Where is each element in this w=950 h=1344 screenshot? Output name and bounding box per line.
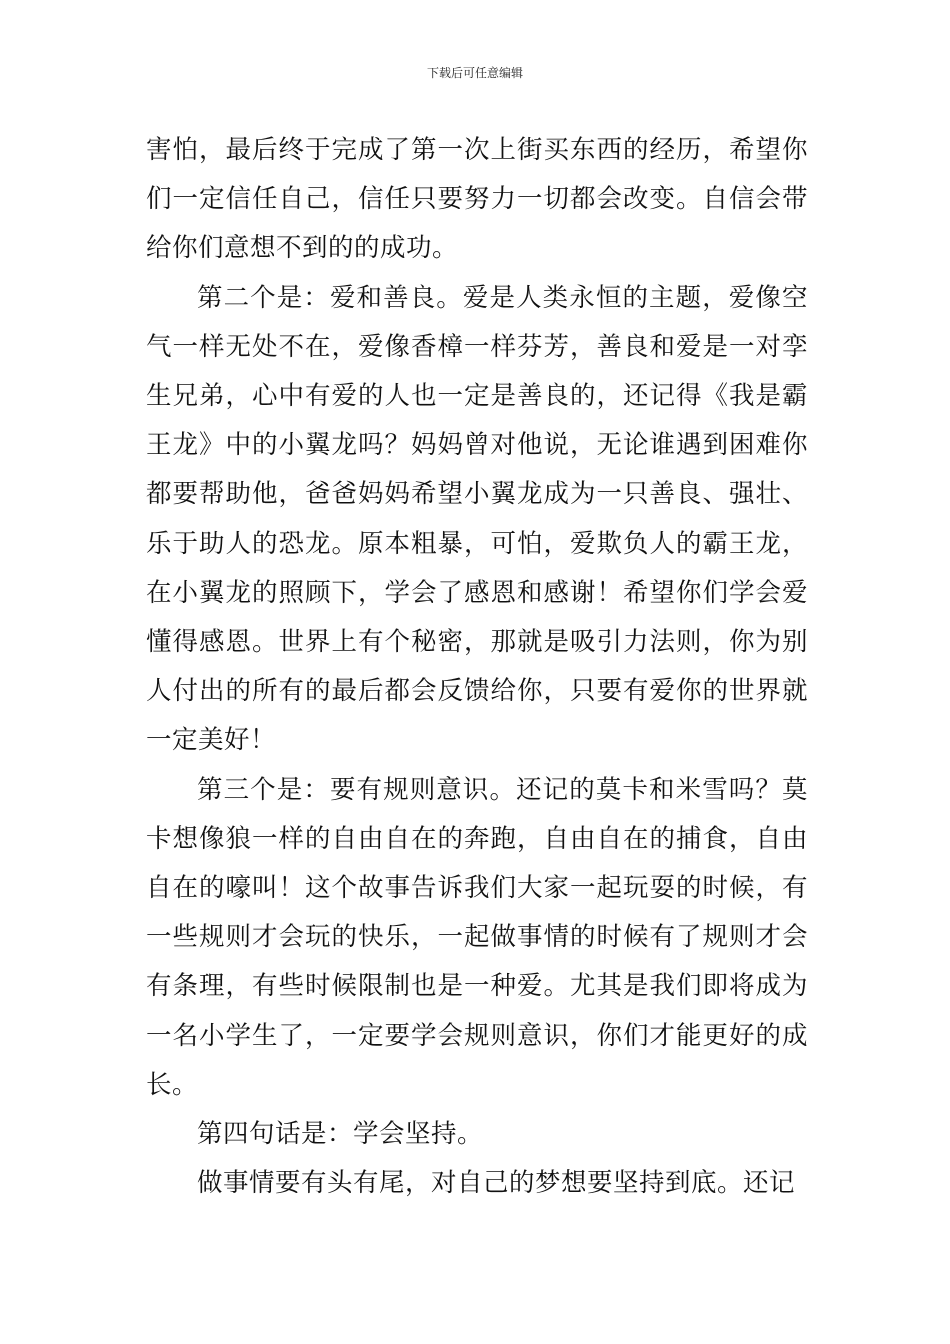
paragraph-2: 第二个是：爱和善良。爱是人类永恒的主题，爱像空气一样无处不在，爱像香樟一样芬芳，善良和爱是一对孪生兄弟，心中有爱的人也一定是善良的，还记得《我是霸王龙》中的小翼龙吗？妈妈曾对他说，无论谁遇到困难你都要帮助他，爸爸妈妈希望小翼龙成为一只善良、强壮、乐于助人的恐龙。原本粗暴，可怕，爱欺负人的霸王龙，在小翼龙的照顾下，学会了感恩和感谢！希望你们学会爱懂得感恩。世界上有个秘密，那就是吸引力法则，你为别人付出的所有的最后都会反馈给你，只要有爱你的世界就一定美好！ (146, 282, 808, 756)
paragraph-4: 第四句话是：学会坚持。 (197, 1119, 484, 1150)
paragraph-3: 第三个是：要有规则意识。还记的莫卡和米雪吗？莫卡想像狼一样的自由自在的奔跑，自由自在的捕食，自由自在的嚎叫！这个故事告诉我们大家一起玩耍的时候，有一些规则才会玩的快乐，一起做事情的时候有了规则才会有条理，有些时候限制也是一种爱。尤其是我们即将成为一名小学生了，一定要学会规则意识，你们才能更好的成长。 (146, 774, 808, 1100)
page-header: 下载后可任意编辑 (426, 66, 523, 80)
paragraph-5: 做事情要有头有尾，对自己的梦想要坚持到底。还记 (197, 1168, 796, 1199)
document-body (146, 126, 808, 1208)
paragraph-1: 害怕，最后终于完成了第一次上街买东西的经历，希望你们一定信任自己，信任只要努力一切都会改变。自信会带给你们意想不到的的成功。 (146, 135, 808, 264)
